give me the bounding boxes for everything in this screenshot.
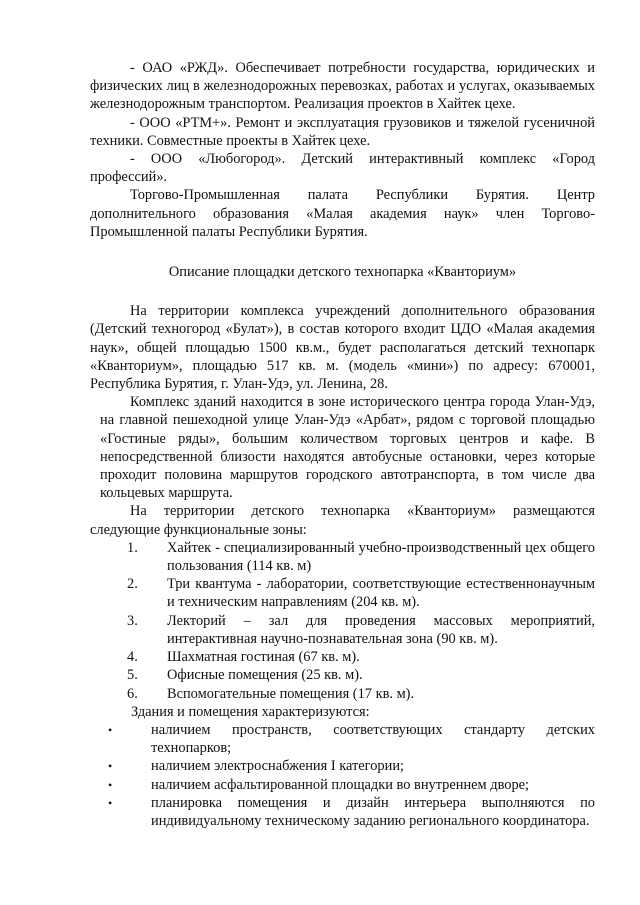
- bullet-icon: •: [108, 777, 113, 792]
- list-number: 1.: [127, 539, 138, 556]
- bullet-icon: •: [108, 759, 113, 774]
- bullet-icon: •: [108, 795, 113, 810]
- partner-paragraph: - ООО «РТМ+». Ремонт и эксплуатация грузовиков и тяжелой гусеничной техники. Совместные проекты в Хайтек цехе.: [90, 114, 595, 149]
- partner-paragraph: Торгово-Промышленная палата Республики Бурятия. Центр дополнительного образования «Малая академия наук» член Торгово-Промышленной палаты Республики Бурятия.: [90, 187, 595, 240]
- list-item: [108, 721, 595, 757]
- list-item: [127, 612, 595, 648]
- list-item: [127, 648, 595, 666]
- list-item-text: наличием электроснабжения I категории;: [151, 758, 405, 775]
- zones-list: [90, 539, 595, 703]
- list-item: [127, 666, 595, 684]
- body-paragraph: Комплекс зданий находится в зоне исторического центра города Улан-Удэ, на главной пешеходной улице Улан-Удэ «Арбат», рядом с торговой площадью «Гостиные ряды», большим количеством торговых центров и кафе. В непосредственной близости находятся автобусные остановки, через которые проходит половина маршрутов городского автотранспорта, в том числе два кольцевых маршрута.: [100, 394, 595, 502]
- partner-paragraph: - ОАО «РЖД». Обеспечивает потребности государства, юридических и физических лиц в железнодорожных перевозках, работах и услугах, оказываемых железнодорожным транспортом. Реализация проектов в Хайтек цехе.: [90, 60, 595, 113]
- list-item-text: наличием асфальтированной площадки во внутреннем дворе;: [151, 776, 530, 793]
- list-item-text: Хайтек - специализированный учебно-производственный цех общего пользования (114 кв. м): [167, 539, 595, 575]
- bullet-icon: •: [108, 722, 113, 737]
- characteristics-intro: Здания и помещения характеризуются:: [131, 703, 370, 720]
- body-paragraph: На территории комплекса учреждений дополнительного образования (Детский техногород «Булат»), в состав которого входит ЦДО «Малая академия наук», общей площадью 1500 кв.м., будет располагаться детский технопарк «Кванториум», площадью 517 кв. м. (модель «мини») по адресу: 670001, Республика Бурятия, г. Улан-Удэ, ул. Ленина, 28.: [90, 303, 595, 393]
- body-paragraph: На территории детского технопарка «Кванториум» размещаются следующие функциональные зоны:: [90, 503, 595, 538]
- document-content: [90, 59, 595, 830]
- list-item: [127, 685, 595, 703]
- section-title: Описание площадки детского технопарка «Кванториум»: [168, 264, 517, 281]
- list-number: 2.: [127, 576, 138, 593]
- list-number: 5.: [127, 667, 138, 684]
- list-item: [108, 757, 595, 775]
- list-item-text: Лекторий – зал для проведения массовых мероприятий, интерактивная научно-познавательная зона (90 кв. м).: [167, 612, 595, 647]
- list-item: [127, 575, 595, 611]
- list-number: 3.: [127, 612, 138, 629]
- list-item: [108, 776, 595, 794]
- list-number: 4.: [127, 649, 138, 666]
- list-item-text: Офисные помещения (25 кв. м).: [167, 667, 363, 684]
- partner-paragraph: - ООО «Любогород». Детский интерактивный комплекс «Город профессий».: [90, 151, 595, 186]
- list-item: [108, 794, 595, 830]
- list-item-text: Три квантума - лаборатории, соответствующие естественнонаучным и техническим направлениям (204 кв. м).: [167, 576, 595, 611]
- list-item-text: наличием пространств, соответствующих стандарту детских технопарков;: [151, 721, 595, 757]
- list-number: 6.: [127, 685, 138, 702]
- list-item-text: планировка помещения и дизайн интерьера выполняются по индивидуальному техническому заданию регионального координатора.: [151, 794, 595, 829]
- list-item-text: Шахматная гостиная (67 кв. м).: [167, 649, 360, 666]
- list-item: [127, 539, 595, 575]
- list-item-text: Вспомогательные помещения (17 кв. м).: [167, 685, 415, 702]
- characteristics-list: [90, 721, 595, 830]
